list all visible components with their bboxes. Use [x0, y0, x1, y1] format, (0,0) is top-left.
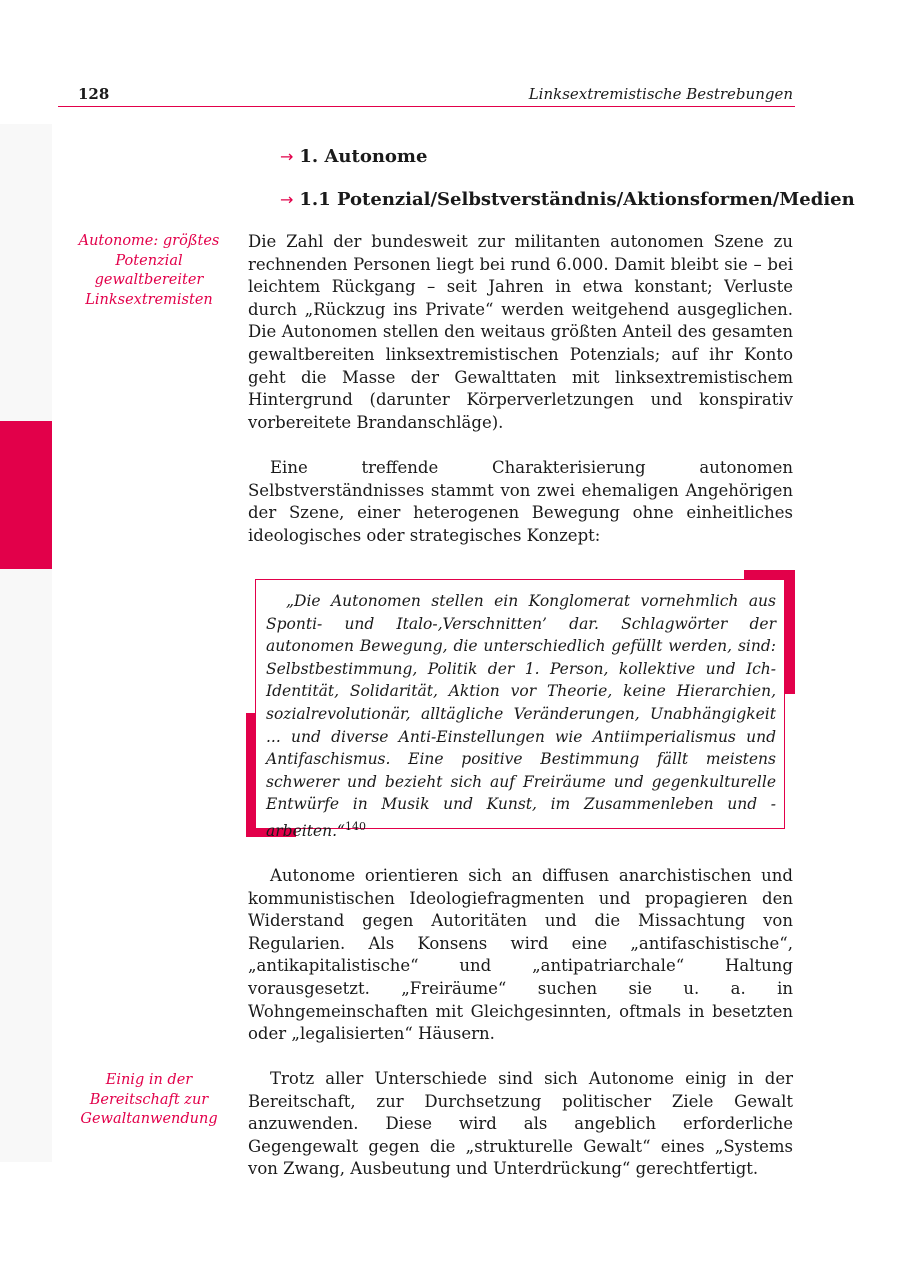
footnote-marker: 140: [344, 819, 366, 833]
section-heading-text: 1. Autonome: [299, 146, 428, 167]
chapter-tab-marker: [0, 421, 52, 569]
margin-note: Einig in der Bereitschaft zur Gewaltanwendung: [80, 1072, 218, 1127]
body-paragraph: Eine treffende Charakterisierung autonomen Selbstverständnisses stammt von zwei ehemaligen Angehörigen der Szene, einer heterogenen Bewegung ohne einheitliches ideologisches oder strategisches Konzept:: [248, 458, 793, 545]
quote-body: „Die Autonomen stellen ein Konglomerat vornehmlich aus Sponti- und Italo-‚Verschnitten’ dar. Schlagwörter der autonomen Bewegung, die unterschiedlich gefüllt werden, sind: Selbstbestimmung, Politik der 1. Person, kollektive und Ich-Identität, Solidarität, Aktion vor Theorie, keine Hierarchien, sozialrevolutionär, alltägliche Veränderungen, Unabhängigkeit ... und diverse Anti-Einstellungen wie Antiimperialismus und Antifaschismus. Eine positive Bestimmung fällt meistens schwerer und bezieht sich auf Freiräume und gegenkulturelle Entwürfe in Musik und Kunst, im Zusammenleben und -arbeiten.“: [266, 592, 776, 841]
header-rule: [58, 106, 795, 107]
block-quote: [255, 579, 785, 841]
margin-band: [0, 124, 52, 1162]
body-paragraph: Autonome orientieren sich an diffusen anarchistischen und kommunistischen Ideologiefragmenten und propagieren den Widerstand gegen Autoritäten und die Missachtung von Regularien. Als Konsens wird eine „antifaschistische“, „antikapitalistische“ und „antipatriarchale“ Haltung vorausgesetzt. „Freiräume“ suchen sie u. a. in Wohngemeinschaften mit Gleichgesinnten, oftmals in besetzten oder „legalisierten“ Häusern.: [248, 866, 793, 1044]
subsection-heading-text: 1.1 Potenzial/Selbstverständnis/Aktionsformen/Medien: [299, 189, 855, 210]
arrow-right-icon: →: [280, 147, 294, 166]
section-heading: [280, 146, 427, 167]
subsection-heading: [280, 189, 855, 210]
page-number: 128: [78, 85, 110, 103]
running-title: Linksextremistische Bestrebungen: [528, 85, 793, 103]
quote-text: [266, 590, 776, 843]
body-paragraph: Die Zahl der bundesweit zur militanten autonomen Szene zu rechnenden Personen liegt bei rund 6.000. Damit bleibt sie – bei leichtem Rückgang – seit Jahren in etwa konstant; Verluste durch „Rückzug ins Private“ werden weitgehend ausgeglichen. Die Autonomen stellen den weitaus größten Anteil des gesamten gewaltbereiten linksextremistischen Potenzials; auf ihr Konto geht die Masse der Gewalttaten mit linksextremistischem Hintergrund (darunter Körperverletzungen und konspirativ vorbereitete Brandanschläge).: [248, 232, 793, 432]
body-paragraph: Trotz aller Unterschiede sind sich Autonome einig in der Bereitschaft, zur Durchsetzung politischer Ziele Gewalt anzuwenden. Diese wird als angeblich erforderliche Gegengewalt gegen die „strukturelle Gewalt“ eines „Systems von Zwang, Ausbeutung und Unterdrückung“ gerechtfertigt.: [248, 1069, 793, 1179]
arrow-right-icon: →: [280, 190, 294, 209]
margin-note: Autonome: größtes Potenzial gewaltbereiter Linksextremisten: [78, 233, 220, 308]
